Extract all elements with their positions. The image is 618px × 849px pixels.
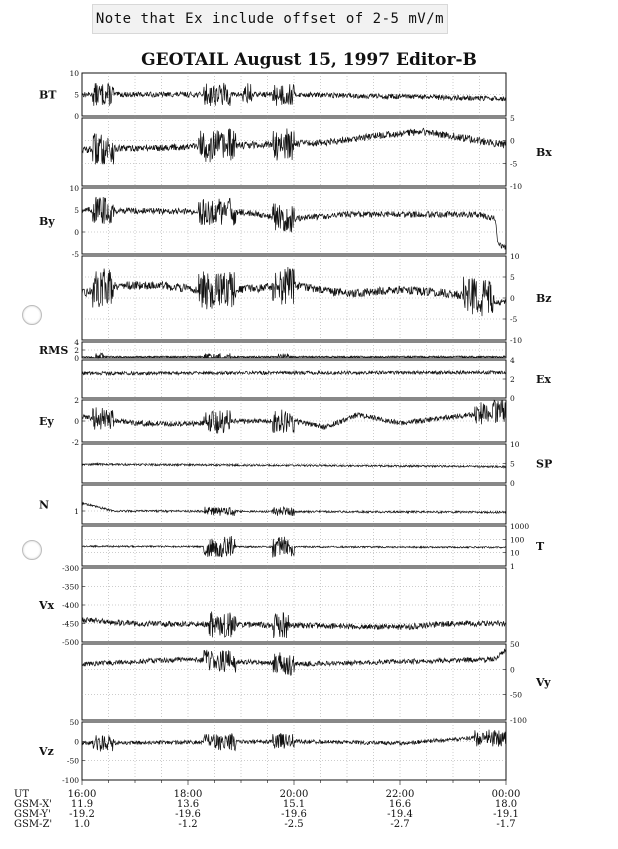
y-tick-label: -50 [66,756,79,766]
footer-value: 16:00 [67,789,97,800]
panel-frame [82,722,506,780]
y-tick-label: 10 [69,69,79,78]
y-tick-label: -400 [62,601,79,610]
panel-bt [39,69,506,121]
y-tick-label: 0 [510,479,515,488]
panel-label-sp: SP [536,457,553,471]
panel-label-vz: Vz [39,745,54,758]
footer-value: -19.6 [281,809,307,820]
footer-value: 16.6 [388,799,412,810]
footer-value: -1.2 [178,819,198,830]
panel-label-by: By [39,215,55,228]
footer-value: 15.1 [282,799,306,810]
y-tick-label: 10 [510,252,520,261]
y-tick-label: -450 [62,619,79,629]
panel-frame [82,644,506,720]
panel-bx [82,114,552,191]
panel-t [82,522,545,571]
binder-hole-lower [22,540,42,560]
panel-vx [38,564,506,647]
y-tick-label: -10 [510,336,523,345]
y-tick-label: 5 [510,273,515,282]
footer-row-label: GSM-Z' [14,819,53,830]
chart-title: GEOTAIL August 15, 1997 Editor-B [141,50,477,70]
panel-label-bt: BT [39,88,57,102]
series-line-vy [82,649,506,675]
series-line-bx [82,128,506,164]
panel-label-vy: Vy [536,676,551,689]
footer-row-label: GSM-X' [14,799,52,810]
footer-value: -19.4 [387,809,413,820]
series-line-by [82,197,506,250]
y-tick-label: 1 [74,507,79,516]
panel-label-bz: Bz [536,292,552,305]
panel-vy [82,640,551,725]
panel-label-bx: Bx [536,146,552,159]
y-tick-label: 1000 [510,522,530,531]
series-line-ey [82,400,506,434]
binder-hole-upper [22,305,42,325]
footer-row-label: GSM-Y' [14,809,51,820]
y-tick-label: 10 [69,184,79,193]
panel-bz [82,252,552,345]
y-tick-label: 0 [510,665,515,675]
y-tick-label: 100 [510,535,525,545]
y-tick-label: 4 [510,356,515,365]
y-tick-label: -100 [62,776,79,785]
panel-label-vx: Vx [39,599,55,612]
y-tick-label: -5 [71,250,79,259]
y-tick-label: -5 [510,315,518,324]
y-tick-label: 5 [510,459,515,469]
panel-label-ex: Ex [536,373,551,386]
offset-note: Note that Ex include offset of 2-5 mV/m [92,4,448,34]
y-tick-label: -2 [71,438,79,447]
y-tick-label: 10 [510,548,520,558]
y-tick-label: 5 [510,114,515,123]
y-tick-label: 0 [74,417,79,426]
y-tick-label: -350 [62,582,79,592]
footer-value: 18:00 [173,789,203,800]
y-tick-label: 50 [69,718,79,727]
y-tick-label: 50 [510,640,520,649]
panel-label-ey: Ey [39,415,54,428]
panel-ex [82,356,551,403]
y-tick-label: 0 [74,354,79,363]
y-tick-label: 0 [74,737,79,747]
footer-value: -1.7 [496,819,516,830]
footer-value: -2.5 [284,819,304,830]
y-tick-label: -5 [510,159,518,169]
y-tick-label: 0 [74,112,79,121]
y-tick-label: 1 [510,562,515,571]
y-tick-label: -50 [510,690,523,700]
panel-n [39,485,506,524]
footer-value: 22:00 [385,789,415,800]
y-tick-label: -500 [62,638,79,647]
y-tick-label: 5 [74,90,79,100]
footer-row-label: UT [14,789,30,800]
series-line-ex [82,371,506,375]
y-tick-label: 2 [510,375,515,384]
footer-value: 13.6 [176,799,200,810]
footer-value: -2.7 [390,819,410,830]
y-tick-label: 2 [74,396,79,405]
y-tick-label: -100 [510,716,527,725]
panel-label-t: T [536,540,545,553]
panel-rms [39,338,506,363]
y-tick-label: 0 [510,294,515,303]
y-tick-label: 4 [74,338,79,347]
footer-value: 00:00 [491,789,521,800]
y-tick-label: 10 [510,440,520,449]
panel-ey [39,396,506,447]
panel-by [39,184,506,259]
y-tick-label: -10 [510,182,523,191]
footer-value: -19.2 [69,809,95,820]
footer-value: -19.6 [175,809,201,820]
footer-value: 20:00 [279,789,309,800]
panel-sp [82,440,552,488]
panel-label-rms: RMS [39,344,69,357]
y-tick-label: 2 [74,346,79,355]
y-tick-label: 0 [510,136,515,146]
footer-value: 1.0 [74,819,90,830]
footer-value: 11.9 [70,799,94,810]
footer-value: -19.1 [493,809,519,820]
series-line-bz [82,267,506,316]
panel-label-n: N [39,498,50,512]
y-tick-label: 0 [74,228,79,237]
footer-value: 18.0 [494,799,518,810]
y-tick-label: 5 [74,206,79,215]
y-tick-label: 0 [510,394,515,403]
y-tick-label: -300 [62,564,79,573]
panel-vz [38,718,506,785]
